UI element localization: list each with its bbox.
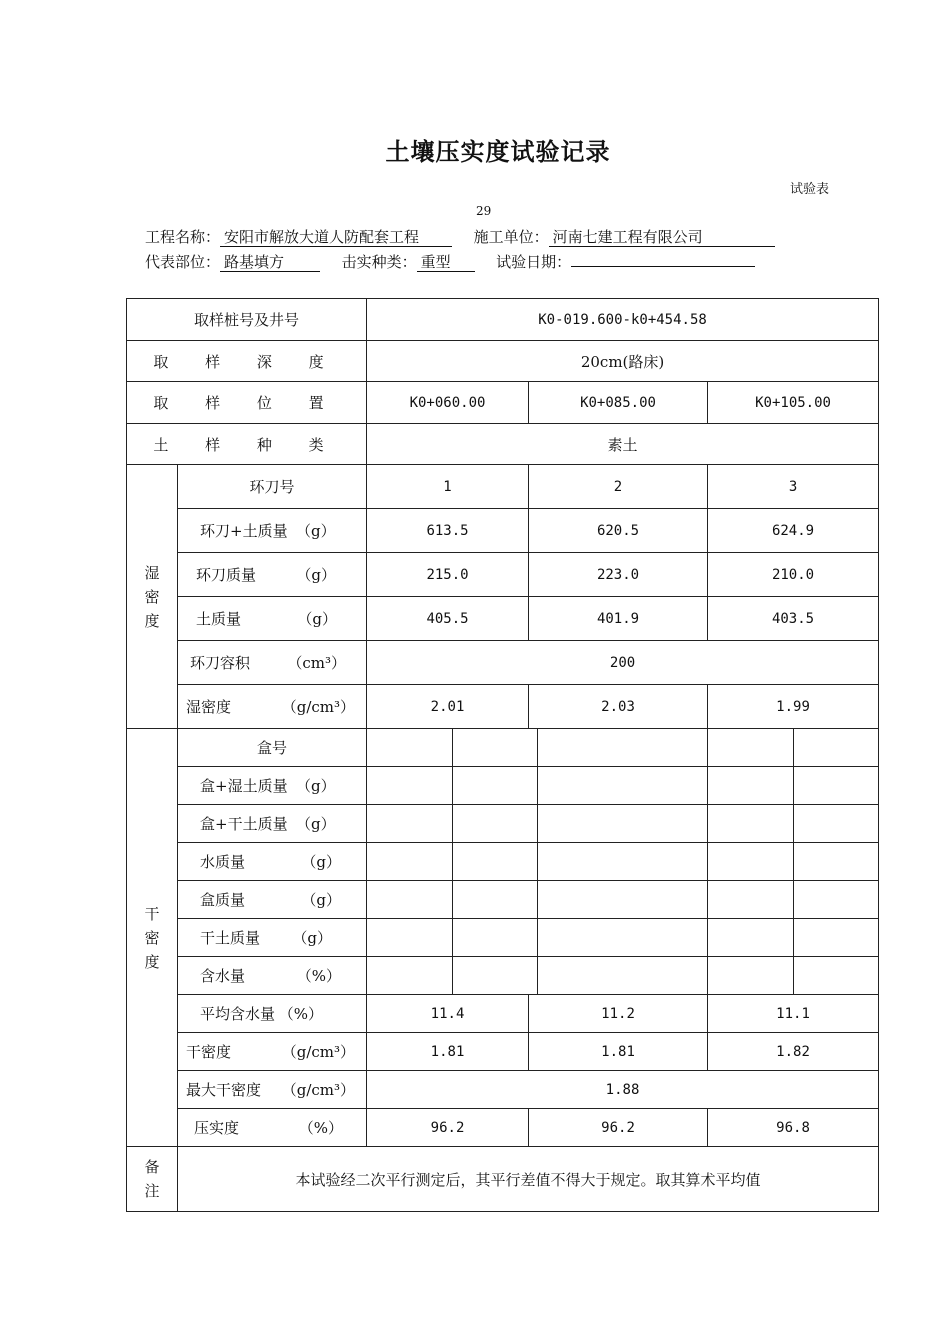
soil-mass-3: 403.5 xyxy=(708,597,879,641)
moisture-cell xyxy=(367,957,453,995)
moisture-cell xyxy=(794,957,879,995)
dry-density-label-cell xyxy=(178,1033,367,1071)
avg-moisture-1: 11.4 xyxy=(367,995,529,1033)
box-dry-cell xyxy=(453,805,538,843)
soil-mass-unit: （g） xyxy=(297,610,338,628)
box-mass-cell xyxy=(794,881,879,919)
box-dry-label-cell xyxy=(178,805,367,843)
soil-type-row xyxy=(127,424,879,465)
compaction-2: 96.2 xyxy=(529,1109,708,1147)
wet-density-label: 湿密度 xyxy=(186,698,232,716)
box-mass-row xyxy=(127,881,879,919)
dry-soil-cell xyxy=(538,919,708,957)
moisture-cell xyxy=(453,957,538,995)
ring-mass-unit: （g） xyxy=(296,566,337,584)
compaction-3: 96.8 xyxy=(708,1109,879,1147)
wet-density-2: 2.03 xyxy=(529,685,708,729)
box-no-label: 盒号 xyxy=(178,729,367,767)
project-value: 安阳市解放大道人防配套工程 xyxy=(220,228,452,247)
ring-soil-2: 620.5 xyxy=(529,509,708,553)
box-wet-cell xyxy=(794,767,879,805)
box-no-cell xyxy=(538,729,708,767)
wet-density-row xyxy=(127,685,879,729)
box-mass-cell xyxy=(538,881,708,919)
compaction-row xyxy=(127,1109,879,1147)
soil-type-label: 土 样 种 类 xyxy=(127,424,367,465)
page-title: 土壤压实度试验记录 xyxy=(385,137,611,166)
ring-volume-label-cell xyxy=(178,641,367,685)
project-label: 工程名称： xyxy=(145,228,221,246)
ring-volume-unit: （cm³） xyxy=(287,654,347,672)
box-wet-row xyxy=(127,767,879,805)
dry-density-row xyxy=(127,1033,879,1071)
water-mass-cell xyxy=(367,843,453,881)
ring-soil-label-cell xyxy=(178,509,367,553)
ring-soil-3: 624.9 xyxy=(708,509,879,553)
box-wet-label-cell xyxy=(178,767,367,805)
ring-mass-1: 215.0 xyxy=(367,553,529,597)
ring-mass-label-cell xyxy=(178,553,367,597)
box-dry-label: 盒+干土质量 xyxy=(200,815,288,833)
avg-moisture-label-cell xyxy=(178,995,367,1033)
water-mass-label: 水质量 xyxy=(200,853,246,871)
water-mass-row xyxy=(127,843,879,881)
wet-density-unit: （g/cm³） xyxy=(281,698,356,716)
box-dry-cell xyxy=(367,805,453,843)
avg-moisture-label: 平均含水量 xyxy=(200,1005,276,1023)
ring-volume-label: 环刀容积 xyxy=(190,654,251,672)
box-no-cell xyxy=(794,729,879,767)
page-number: 29 xyxy=(476,204,492,218)
wet-density-section xyxy=(127,465,178,729)
ring-no-label: 环刀号 xyxy=(178,465,367,509)
form-number: 试验表 xyxy=(790,182,830,197)
dry-soil-label-cell xyxy=(178,919,367,957)
remark-label: 备注 xyxy=(144,1158,160,1200)
wet-density-1: 2.01 xyxy=(367,685,529,729)
max-dry-density-unit: （g/cm³） xyxy=(281,1081,356,1099)
part-value: 路基填方 xyxy=(220,253,320,272)
moisture-label-cell xyxy=(178,957,367,995)
box-no-row xyxy=(127,729,879,767)
part-label: 代表部位： xyxy=(145,253,221,271)
box-mass-cell xyxy=(453,881,538,919)
ring-no-row xyxy=(127,465,879,509)
compaction-unit: （%） xyxy=(298,1119,344,1137)
test-date-label: 试验日期： xyxy=(496,253,572,271)
max-dry-density-row xyxy=(127,1071,879,1109)
ring-mass-label: 环刀质量 xyxy=(196,566,257,584)
dry-density-section-label: 干密度 xyxy=(144,904,160,971)
avg-moisture-unit: （%） xyxy=(278,1005,324,1023)
box-dry-cell xyxy=(708,805,794,843)
ring-mass-3: 210.0 xyxy=(708,553,879,597)
dry-density-2: 1.81 xyxy=(529,1033,708,1071)
remark-text: 本试验经二次平行测定后，其平行差值不得大于规定。取其算术平均值 xyxy=(178,1147,879,1212)
dry-soil-cell xyxy=(367,919,453,957)
ring-no-2: 2 xyxy=(529,465,708,509)
dry-soil-label: 干土质量 xyxy=(200,929,261,947)
dry-soil-unit: （g） xyxy=(292,929,333,947)
ring-soil-label: 环刀+土质量 xyxy=(200,522,288,540)
ring-no-1: 1 xyxy=(367,465,529,509)
soil-mass-row xyxy=(127,597,879,641)
location-row xyxy=(127,382,879,424)
moisture-cell xyxy=(708,957,794,995)
box-mass-label-cell xyxy=(178,881,367,919)
box-no-cell xyxy=(708,729,794,767)
water-mass-label-cell xyxy=(178,843,367,881)
wet-density-section-label: 湿密度 xyxy=(144,563,160,630)
compaction-1: 96.2 xyxy=(367,1109,529,1147)
box-wet-cell xyxy=(367,767,453,805)
max-dry-density-label-cell xyxy=(178,1071,367,1109)
remark-label-cell xyxy=(127,1147,178,1212)
header-line-2 xyxy=(145,251,755,272)
header-line-1 xyxy=(145,226,775,247)
box-mass-cell xyxy=(367,881,453,919)
contractor-value: 河南七建工程有限公司 xyxy=(549,228,775,247)
wet-density-3: 1.99 xyxy=(708,685,879,729)
box-dry-unit: （g） xyxy=(295,815,336,833)
box-wet-cell xyxy=(708,767,794,805)
depth-label: 取 样 深 度 xyxy=(127,341,367,382)
ring-soil-1: 613.5 xyxy=(367,509,529,553)
compaction-test-table xyxy=(126,298,879,1212)
station-row xyxy=(127,299,879,341)
ring-mass-2: 223.0 xyxy=(529,553,708,597)
max-dry-density-label: 最大干密度 xyxy=(186,1081,262,1099)
soil-mass-2: 401.9 xyxy=(529,597,708,641)
water-mass-cell xyxy=(538,843,708,881)
water-mass-unit: （g） xyxy=(301,853,342,871)
ring-no-3: 3 xyxy=(708,465,879,509)
depth-value: 20cm(路床) xyxy=(367,341,879,382)
soil-mass-1: 405.5 xyxy=(367,597,529,641)
box-no-cell xyxy=(367,729,453,767)
dry-density-1: 1.81 xyxy=(367,1033,529,1071)
dry-soil-row xyxy=(127,919,879,957)
compaction-label-cell xyxy=(178,1109,367,1147)
moisture-row xyxy=(127,957,879,995)
box-dry-row xyxy=(127,805,879,843)
dry-soil-cell xyxy=(794,919,879,957)
soil-mass-label: 土质量 xyxy=(196,610,242,628)
dry-density-section xyxy=(127,729,178,1147)
remark-row xyxy=(127,1147,879,1212)
moisture-label: 含水量 xyxy=(200,967,246,985)
moisture-unit: （%） xyxy=(296,967,342,985)
avg-moisture-3: 11.1 xyxy=(708,995,879,1033)
water-mass-cell xyxy=(708,843,794,881)
soil-type-value: 素土 xyxy=(367,424,879,465)
water-mass-cell xyxy=(794,843,879,881)
dry-soil-cell xyxy=(708,919,794,957)
box-mass-unit: （g） xyxy=(301,891,342,909)
station-value: K0-019.600-k0+454.58 xyxy=(367,299,879,341)
ring-soil-unit: （g） xyxy=(295,522,336,540)
box-wet-unit: （g） xyxy=(295,777,336,795)
station-label: 取样桩号及井号 xyxy=(127,299,367,341)
location-1: K0+060.00 xyxy=(367,382,529,424)
dry-density-label: 干密度 xyxy=(186,1043,232,1061)
box-mass-label: 盒质量 xyxy=(200,891,246,909)
box-dry-cell xyxy=(794,805,879,843)
location-3: K0+105.00 xyxy=(708,382,879,424)
compaction-label: 压实度 xyxy=(194,1119,240,1137)
location-2: K0+085.00 xyxy=(529,382,708,424)
test-date-value xyxy=(571,266,755,267)
compaction-type-label: 击实种类： xyxy=(341,253,417,271)
avg-moisture-row xyxy=(127,995,879,1033)
max-dry-density-value: 1.88 xyxy=(367,1071,879,1109)
box-mass-cell xyxy=(708,881,794,919)
depth-row xyxy=(127,341,879,382)
box-no-cell xyxy=(453,729,538,767)
contractor-label: 施工单位： xyxy=(473,228,549,246)
ring-volume-value: 200 xyxy=(367,641,879,685)
box-wet-cell xyxy=(453,767,538,805)
box-wet-cell xyxy=(538,767,708,805)
ring-mass-row xyxy=(127,553,879,597)
ring-volume-row xyxy=(127,641,879,685)
soil-mass-label-cell xyxy=(178,597,367,641)
box-wet-label: 盒+湿土质量 xyxy=(200,777,288,795)
moisture-cell xyxy=(538,957,708,995)
wet-density-label-cell xyxy=(178,685,367,729)
dry-soil-cell xyxy=(453,919,538,957)
ring-soil-row xyxy=(127,509,879,553)
box-dry-cell xyxy=(538,805,708,843)
avg-moisture-2: 11.2 xyxy=(529,995,708,1033)
water-mass-cell xyxy=(453,843,538,881)
dry-density-3: 1.82 xyxy=(708,1033,879,1071)
compaction-type-value: 重型 xyxy=(417,253,475,272)
dry-density-unit: （g/cm³） xyxy=(281,1043,356,1061)
location-label: 取 样 位 置 xyxy=(127,382,367,424)
